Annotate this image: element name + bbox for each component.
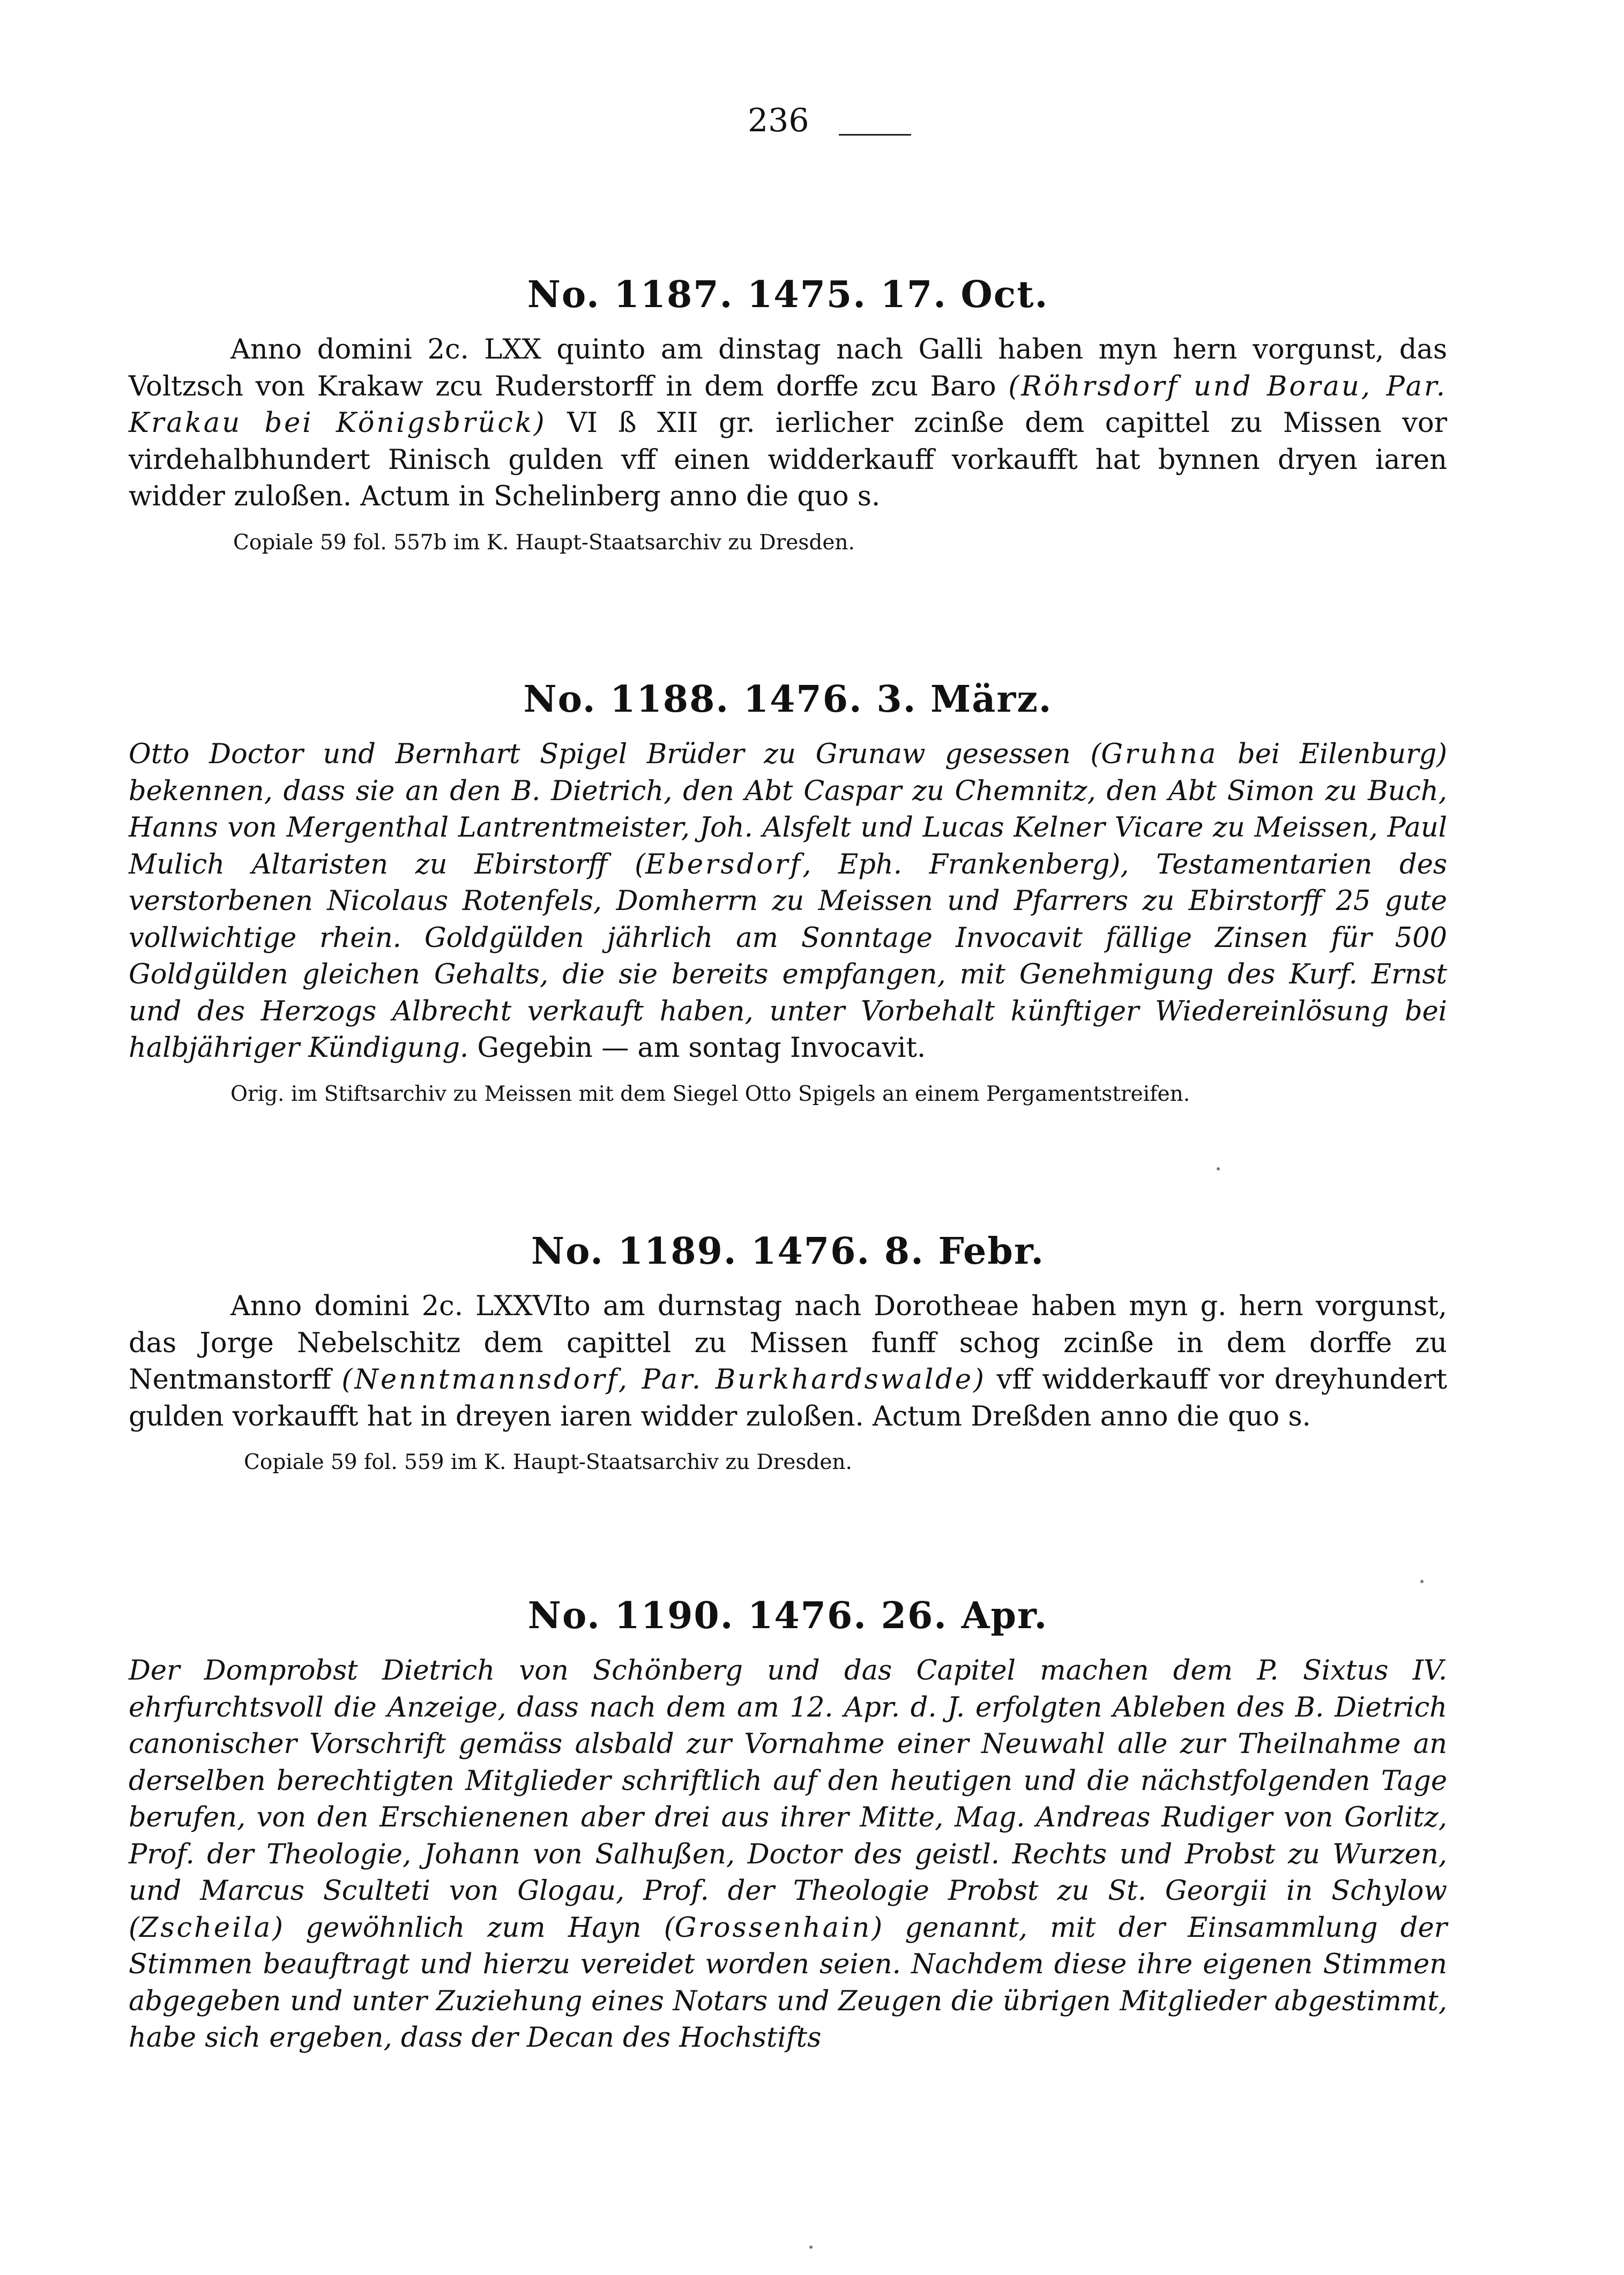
place-annotation: Zscheila [139,1912,273,1944]
document-heading: No. 1190. 1476. 26. Apr. [527,1594,1048,1637]
text-segment: Gegebin — am sontag Invocavit. [468,1032,926,1064]
document-text [129,736,1447,1067]
document-text [129,1653,1447,2057]
document-entry-1188 [129,675,1447,1108]
place-annotation: Grossenhain [674,1912,872,1944]
text-segment: Anno domini 2c. LXXVIto am durnstag nach Dorotheae haben myn g. hern vorgunst, das Jorge Nebelschitz dem capittel zu Missen funff schog zcinße in dem dorffe zu Nentmanstorff [129,1291,1447,1396]
document-entry-1190 [129,1592,1447,2057]
text-segment: Otto Doctor und Bernhart Spigel Brüder zu Grunaw gesessen ( [129,739,1101,770]
text-segment: bei Eilenburg) bekennen, dass sie an den B. Dietrich, den Abt Caspar zu Chemnitz, den Abt Simon zu Buch, Hanns von Mergenthal Lantrentmeister, Joh. Alsfelt und Lucas Kelner Vicare zu Meissen, Paul Mulich Altaristen zu Ebirstorff ( [129,739,1448,881]
text-segment: vff widderkauff vor dreyhundert gulden vorkaufft hat in dreyen iaren widder zuloßen. Actum Dreßden anno die quo s. [129,1364,1447,1433]
scan-speck [1420,1580,1424,1583]
place-annotation: Ebersdorf [645,848,803,881]
scan-speck [1217,1167,1220,1170]
place-annotation: (Nenntmannsdorf, Par. Burkhardswalde) [341,1364,986,1396]
page-number-rule [839,134,911,136]
scan-speck [809,2246,813,2249]
page-number: 236 [748,102,809,139]
document-heading: No. 1187. 1475. 17. Oct. [527,273,1049,316]
document-entry-1187 [129,271,1447,556]
text-segment: VI ß XII gr. ierlicher zcinße dem capittel zu Missen vor virdehalbhundert Rinisch gulden vff einen widderkauff vorkaufft hat bynnen dryen iaren widder zuloßen. Actum in Schelinberg anno die quo s. [129,407,1447,512]
text-segment: ) gewöhnlich zum Hayn ( [272,1912,675,1944]
source-note: Copiale 59 fol. 557b im K. Haupt-Staatsarchiv zu Dresden. [233,530,855,555]
document-text [129,1288,1447,1435]
text-segment: ) genannt, mit der Einsammlung der Stimmen beauftragt und hierzu vereidet worden seien. Nachdem diese ihre eigenen Stimmen abgegeben und unter Zuziehung eines Notars und Zeugen die übrigen Mitglieder abgestimmt, habe sich ergeben, dass der Decan des Hochstifts [129,1912,1447,2054]
text-segment: Der Domprobst Dietrich von Schönberg und das Capitel machen dem P. Sixtus IV. ehrfurchtsvoll die Anzeige, dass nach dem am 12. Apr. d. J. erfolgten Ableben des B. Dietrich canonischer Vorschrift gemäss alsbald zur Vornahme einer Neuwahl alle zur Theilnahme an derselben berechtigten Mitglieder schriftlich auf den heutigen und die nächstfolgenden Tage berufen, von den Erschienenen aber drei aus ihrer Mitte, Mag. Andreas Rudiger von Gorlitz, Prof. der Theologie, Johann von Salhußen, Doctor des geistl. Rechts und Probst zu Wurzen, und Marcus Sculteti von Glogau, Prof. der Theologie Probst zu St. Georgii in Schylow ( [129,1655,1447,1944]
source-note: Copiale 59 fol. 559 im K. Haupt-Staatsarchiv zu Dresden. [244,1450,852,1474]
document-entry-1189 [129,1227,1447,1476]
text-segment: Anno domini 2c. LXX quinto am dinstag nach Galli haben myn hern vorgunst, das Voltzsch von Krakaw zcu Ruderstorff in dem dorffe zcu Baro [129,334,1447,402]
document-heading: No. 1188. 1476. 3. März. [523,678,1053,721]
document-text [129,332,1447,516]
source-note: Orig. im Stiftsarchiv zu Meissen mit dem Siegel Otto Spigels an einem Pergamentstreifen. [230,1081,1190,1106]
place-annotation: Gruhna [1101,739,1218,770]
document-heading: No. 1189. 1476. 8. Febr. [531,1230,1045,1273]
text-segment: , Eph. Frankenberg), Testamentarien des verstorbenen Nicolaus Rotenfels, Domherrn zu Meissen und Pfarrers zu Ebirstorff 25 gute vollwichtige rhein. Goldgülden jährlich am Sonntage Invocavit fällige Zinsen für 500 Goldgülden gleichen Gehalts, die sie bereits empfangen, mit Genehmigung des Kurf. Ernst und des Herzogs Albrecht verkauft haben, unter Vorbehalt künftiger Wiedereinlösung bei halbjähriger Kündigung. [129,848,1447,1064]
place-annotation: (Röhrsdorf und Borau, Par. Krakau bei Königsbrück) [129,370,1447,439]
